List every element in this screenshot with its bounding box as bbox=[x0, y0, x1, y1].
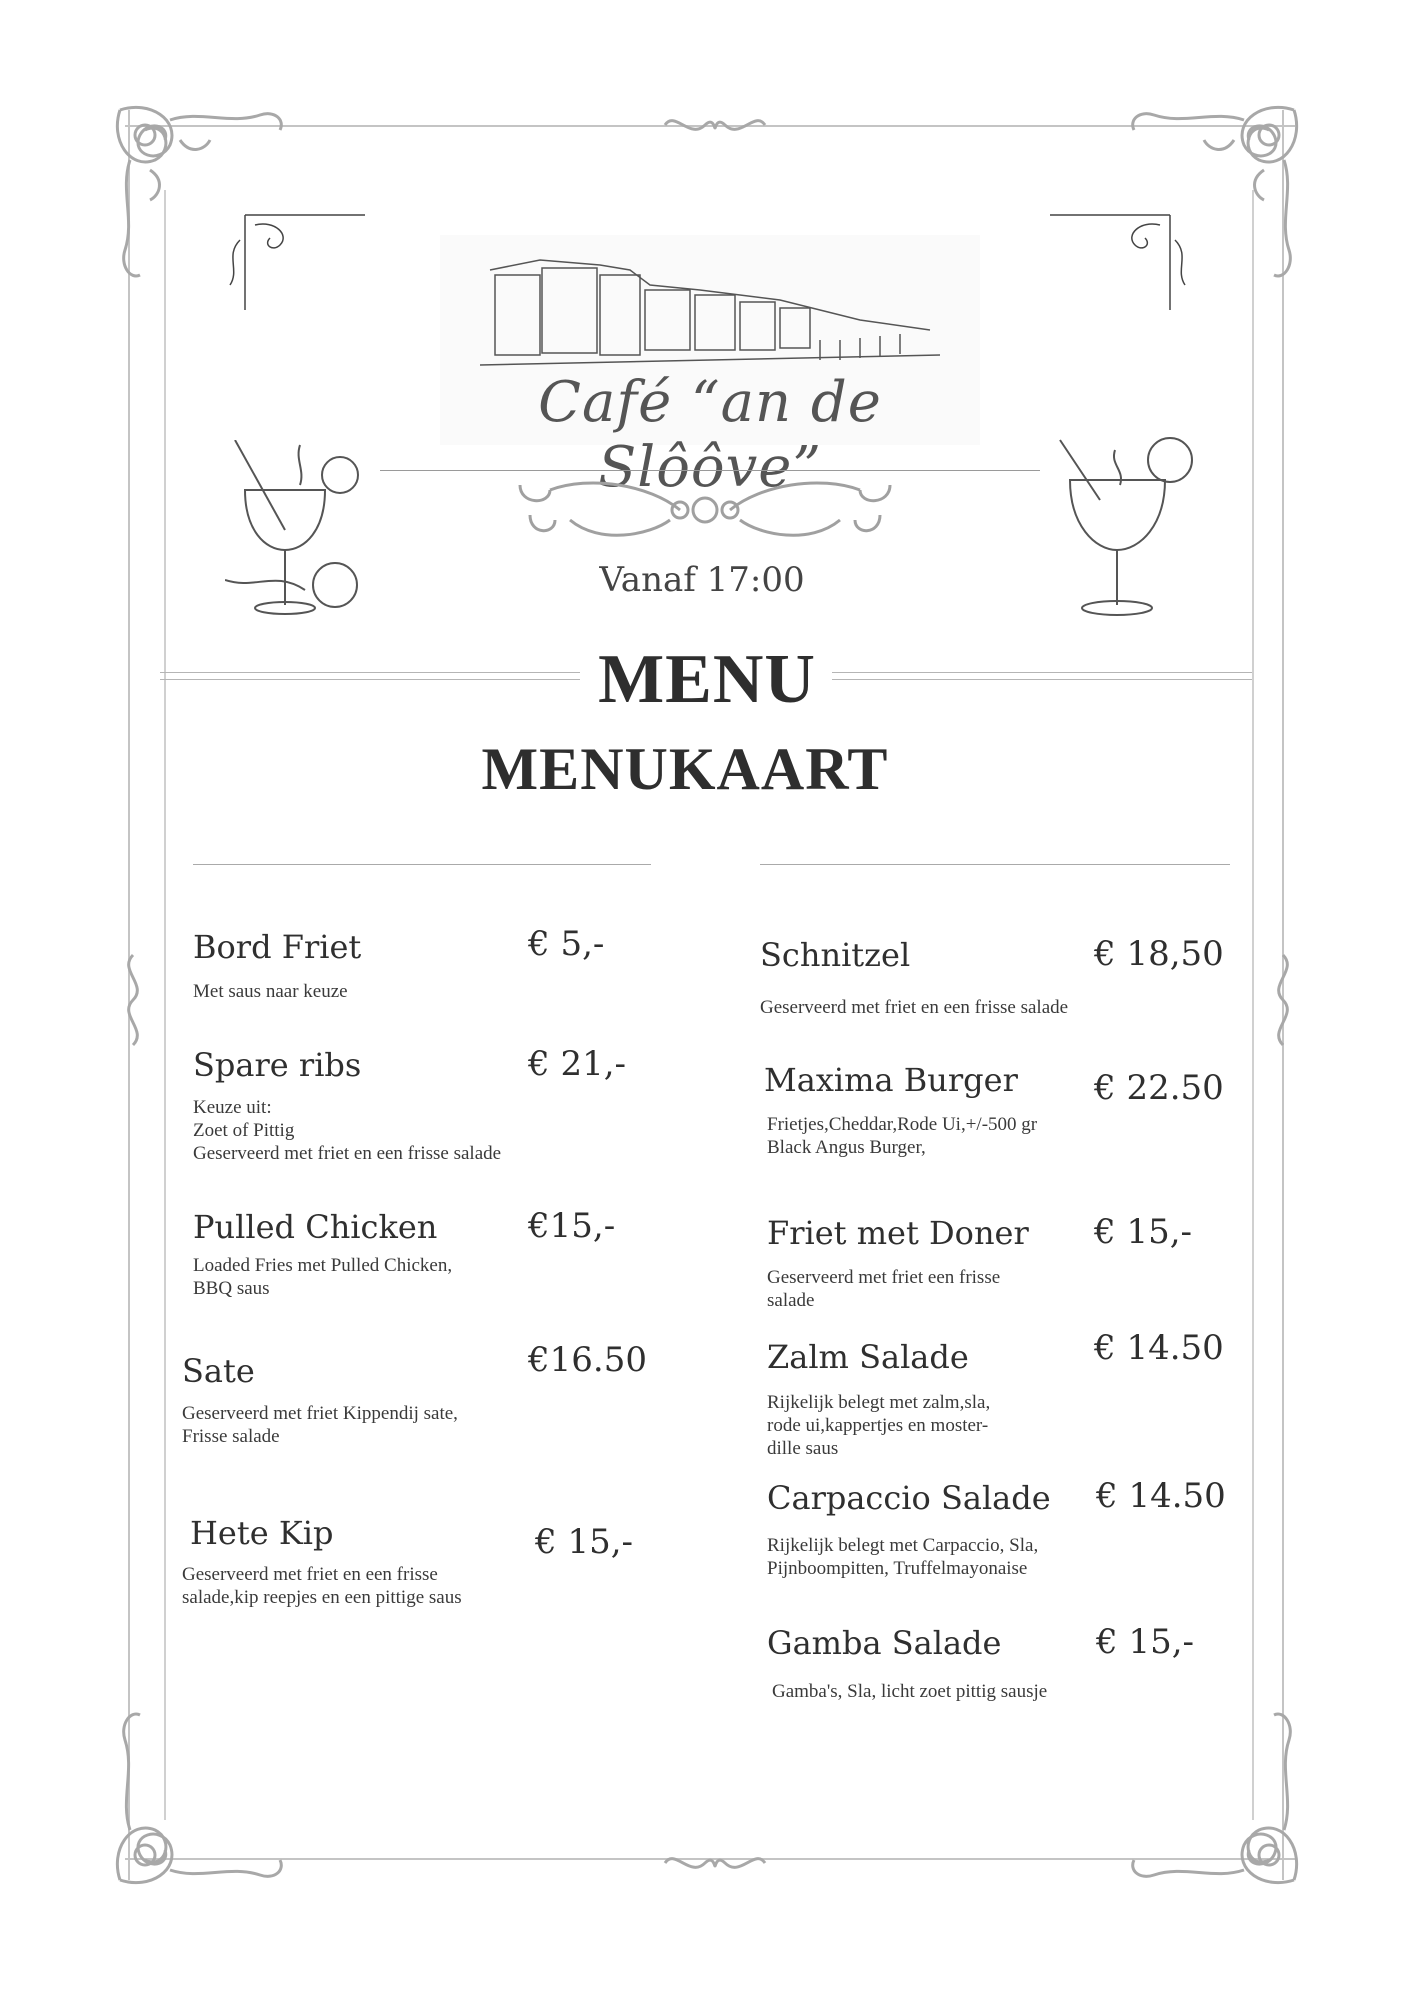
column-rule-right bbox=[760, 864, 1230, 865]
street-sketch-icon bbox=[480, 240, 940, 380]
menu-item-name: Carpaccio Salade bbox=[767, 1479, 1051, 1517]
menu-item-desc: Geserveerd met friet en een frisse salade bbox=[760, 997, 1069, 1018]
menu-item-name: Bord Friet bbox=[193, 928, 362, 966]
menu-item-desc: Loaded Fries met Pulled Chicken, bbox=[193, 1255, 453, 1276]
menu-item-price: €16.50 bbox=[528, 1340, 647, 1380]
menu-item-price: € 21,- bbox=[528, 1044, 626, 1084]
menu-item-price: € 18,50 bbox=[1094, 934, 1224, 974]
menu-item-desc: BBQ saus bbox=[193, 1278, 270, 1299]
menu-item-desc: Geserveerd met friet een frisse bbox=[767, 1267, 1001, 1288]
menu-item-desc: Rijkelijk belegt met Carpaccio, Sla, bbox=[767, 1535, 1039, 1556]
menu-item-name: Hete Kip bbox=[190, 1514, 334, 1552]
menu-item-desc: Geserveerd met friet en een frisse salade bbox=[193, 1143, 502, 1164]
menu-item-desc: Met saus naar keuze bbox=[193, 981, 348, 1002]
menu-item-desc: Gamba's, Sla, licht zoet pittig sausje bbox=[772, 1681, 1048, 1702]
menu-item-price: € 14.50 bbox=[1094, 1328, 1224, 1368]
menu-item-desc: salade,kip reepjes en een pittige saus bbox=[182, 1587, 462, 1608]
menu-item-desc: Geserveerd met friet Kippendij sate, bbox=[182, 1403, 458, 1424]
page-subtitle: MENUKAART bbox=[481, 736, 889, 802]
menu-item-desc: Zoet of Pittig bbox=[193, 1120, 295, 1141]
scroll-ornament-icon bbox=[510, 475, 900, 545]
menu-item-name: Gamba Salade bbox=[767, 1624, 1002, 1662]
menu-item-price: € 15,- bbox=[1096, 1622, 1194, 1662]
scroll-ornament-icon bbox=[1268, 950, 1298, 1050]
menu-item-desc: salade bbox=[767, 1290, 815, 1311]
menu-item-desc: Frisse salade bbox=[182, 1426, 280, 1447]
opening-time: Vanaf 17:00 bbox=[599, 560, 805, 600]
menu-item-name: Pulled Chicken bbox=[193, 1208, 438, 1246]
divider bbox=[380, 470, 1040, 471]
column-rule-left bbox=[193, 864, 651, 865]
menu-item-name: Schnitzel bbox=[760, 936, 911, 974]
menu-item-price: € 5,- bbox=[528, 924, 605, 964]
scroll-ornament-icon bbox=[660, 110, 770, 140]
menu-item-desc: Black Angus Burger, bbox=[767, 1137, 926, 1158]
menu-item-price: €15,- bbox=[528, 1206, 616, 1246]
page-title: MENU bbox=[598, 641, 816, 718]
logo-text: Café “an de Slôôve” bbox=[538, 370, 882, 500]
ornament-corner-icon bbox=[1124, 1700, 1304, 1890]
menu-item-name: Sate bbox=[182, 1352, 255, 1390]
menu-item-name: Friet met Doner bbox=[767, 1214, 1029, 1252]
menu-item-name: Spare ribs bbox=[193, 1046, 362, 1084]
menu-item-name: Maxima Burger bbox=[764, 1061, 1018, 1099]
menu-item-price: € 15,- bbox=[535, 1522, 633, 1562]
menu-item-desc: Geserveerd met friet en een frisse bbox=[182, 1564, 438, 1585]
scroll-ornament-icon bbox=[660, 1848, 770, 1878]
frame-inner-left-line bbox=[164, 190, 166, 1820]
menu-item-desc: Frietjes,Cheddar,Rode Ui,+/-500 gr bbox=[767, 1114, 1038, 1135]
menu-item-desc: rode ui,kappertjes en moster- bbox=[767, 1415, 989, 1436]
scroll-ornament-icon bbox=[118, 950, 148, 1050]
menu-item-name: Zalm Salade bbox=[767, 1338, 969, 1376]
ornament-corner-icon bbox=[110, 1700, 290, 1890]
menu-item-price: € 22.50 bbox=[1094, 1068, 1224, 1108]
frame-inner-right-line bbox=[1252, 190, 1254, 1820]
menu-item-price: € 15,- bbox=[1094, 1212, 1192, 1252]
menu-item-desc: Rijkelijk belegt met zalm,sla, bbox=[767, 1392, 991, 1413]
menu-item-desc: dille saus bbox=[767, 1438, 839, 1459]
menu-item-desc: Pijnboompitten, Truffelmayonaise bbox=[767, 1558, 1028, 1579]
menu-item-price: € 14.50 bbox=[1096, 1476, 1226, 1516]
flourish-icon bbox=[1040, 200, 1200, 330]
flourish-icon bbox=[215, 200, 375, 330]
menu-item-desc: Keuze uit: bbox=[193, 1097, 272, 1118]
